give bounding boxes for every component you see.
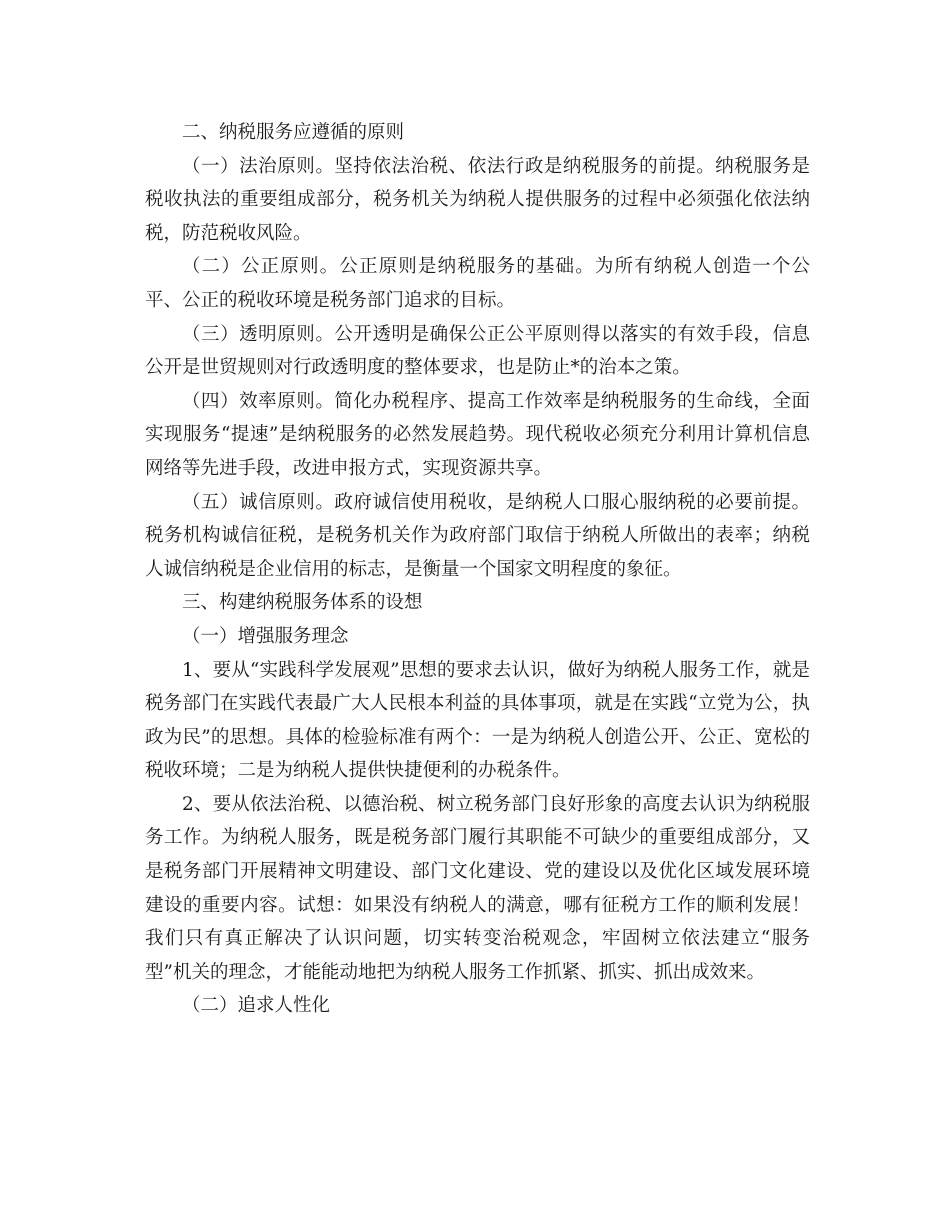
subheading-service-concept: （一）增强服务理念: [182, 625, 349, 647]
paragraph-integrity: （五）诚信原则。政府诚信使用税收，是纳税人口服心服纳税的必要前提。税务机构诚信征税，是税务机关作为政府部门取信于纳税人所做出的表率；纳税人诚信纳税是企业信用的标志，是衡量一个国家文明程度的象征。: [145, 491, 810, 580]
paragraph-rule-of-law: （一）法治原则。坚持依法治税、依法行政是纳税服务的前提。纳税服务是税收执法的重要组成部分，税务机关为纳税人提供服务的过程中必须强化依法纳税，防范税收风险。: [145, 155, 810, 244]
paragraph-efficiency: （四）效率原则。简化办税程序、提高工作效率是纳税服务的生命线，全面实现服务“提速”是纳税服务的必然发展趋势。现代税收必须充分利用计算机信息网络等先进手段，改进申报方式，实现资源共享。: [145, 390, 810, 479]
section-heading-system: 三、构建纳税服务体系的设想: [182, 592, 423, 614]
subheading-humanization: （二）追求人性化: [182, 995, 331, 1017]
paragraph-fairness: （二）公正原则。公正原则是纳税服务的基础。为所有纳税人创造一个公平、公正的税收环境是税务部门追求的目标。: [145, 256, 810, 311]
document-body: [145, 116, 810, 1023]
paragraph-point-1: 1、要从“实践科学发展观”思想的要求去认识，做好为纳税人服务工作，就是税务部门在实践代表最广大人民根本利益的具体事项，就是在实践“立党为公，执政为民”的思想。具体的检验标准有两个：一是为纳税人创造公开、公正、宽松的税收环境；二是为纳税人提供快捷便利的办税条件。: [145, 659, 810, 782]
paragraph-point-2: 2、要从依法治税、以德治税、树立税务部门良好形象的高度去认识为纳税服务工作。为纳税人服务，既是税务部门履行其职能不可缺少的重要组成部分，又是税务部门开展精神文明建设、部门文化建设、党的建设以及优化区域发展环境建设的重要内容。试想：如果没有纳税人的满意，哪有征税方工作的顺利发展！我们只有真正解决了认识问题，切实转变治税观念，牢固树立依法建立“服务型”机关的理念，才能能动地把为纳税人服务工作抓紧、抓实、抓出成效来。: [145, 793, 810, 983]
section-heading-principles: 二、纳税服务应遵循的原则: [182, 122, 405, 143]
paragraph-transparency: （三）透明原则。公开透明是确保公正公平原则得以落实的有效手段，信息公开是世贸规则对行政透明度的整体要求，也是防止*的治本之策。: [145, 323, 810, 379]
